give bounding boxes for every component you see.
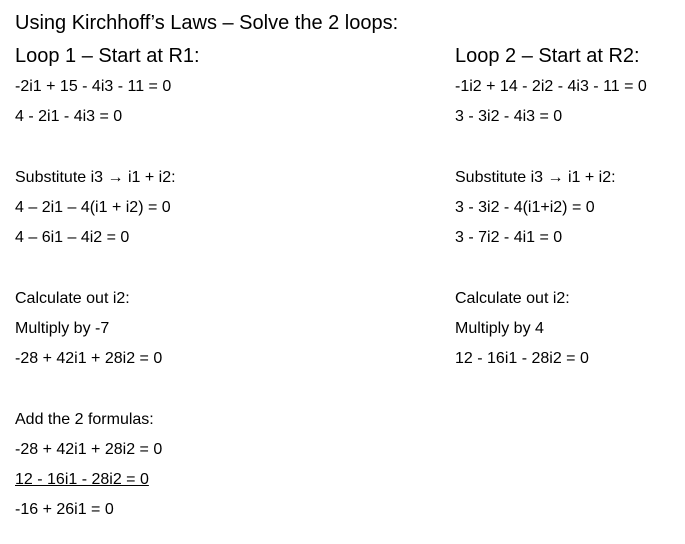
- loop1-equation-2: 4 - 2i1 - 4i3 = 0: [15, 108, 123, 125]
- sum-label: Add the 2 formulas:: [15, 411, 154, 428]
- loop1-equation-1: -2i1 + 15 - 4i3 - 11 = 0: [15, 78, 172, 95]
- loop1-substitute-label: Substitute i3 → i1 + i2:: [15, 169, 176, 186]
- loop1-calculate-label: Calculate out i2:: [15, 290, 130, 307]
- loop2-substitute-label: Substitute i3 → i1 + i2:: [455, 169, 616, 186]
- loop2-multiply-label: Multiply by 4: [455, 320, 544, 337]
- loop1-substituted-equation-1: 4 – 2i1 – 4(i1 + i2) = 0: [15, 199, 171, 216]
- loop2-substituted-equation-2: 3 - 7i2 - 4i1 = 0: [455, 229, 563, 246]
- page-title: Using Kirchhoff’s Laws – Solve the 2 loops:: [15, 12, 399, 34]
- loop1-multiply-label: Multiply by -7: [15, 320, 110, 337]
- loop2-multiplied-equation: 12 - 16i1 - 28i2 = 0: [455, 350, 589, 367]
- loop2-substituted-equation-1: 3 - 3i2 - 4(i1+i2) = 0: [455, 199, 595, 216]
- loop2-heading: Loop 2 – Start at R2:: [455, 45, 640, 67]
- loop1-multiplied-equation: -28 + 42i1 + 28i2 = 0: [15, 350, 163, 367]
- sum-result: -16 + 26i1 = 0: [15, 501, 114, 518]
- loop1-heading: Loop 1 – Start at R1:: [15, 45, 200, 67]
- loop2-equation-2: 3 - 3i2 - 4i3 = 0: [455, 108, 563, 125]
- loop2-calculate-label: Calculate out i2:: [455, 290, 570, 307]
- sum-line-2: 12 - 16i1 - 28i2 = 0: [15, 471, 149, 488]
- sum-line-1: -28 + 42i1 + 28i2 = 0: [15, 441, 163, 458]
- loop2-equation-1: -1i2 + 14 - 2i2 - 4i3 - 11 = 0: [455, 78, 647, 95]
- loop1-substituted-equation-2: 4 – 6i1 – 4i2 = 0: [15, 229, 130, 246]
